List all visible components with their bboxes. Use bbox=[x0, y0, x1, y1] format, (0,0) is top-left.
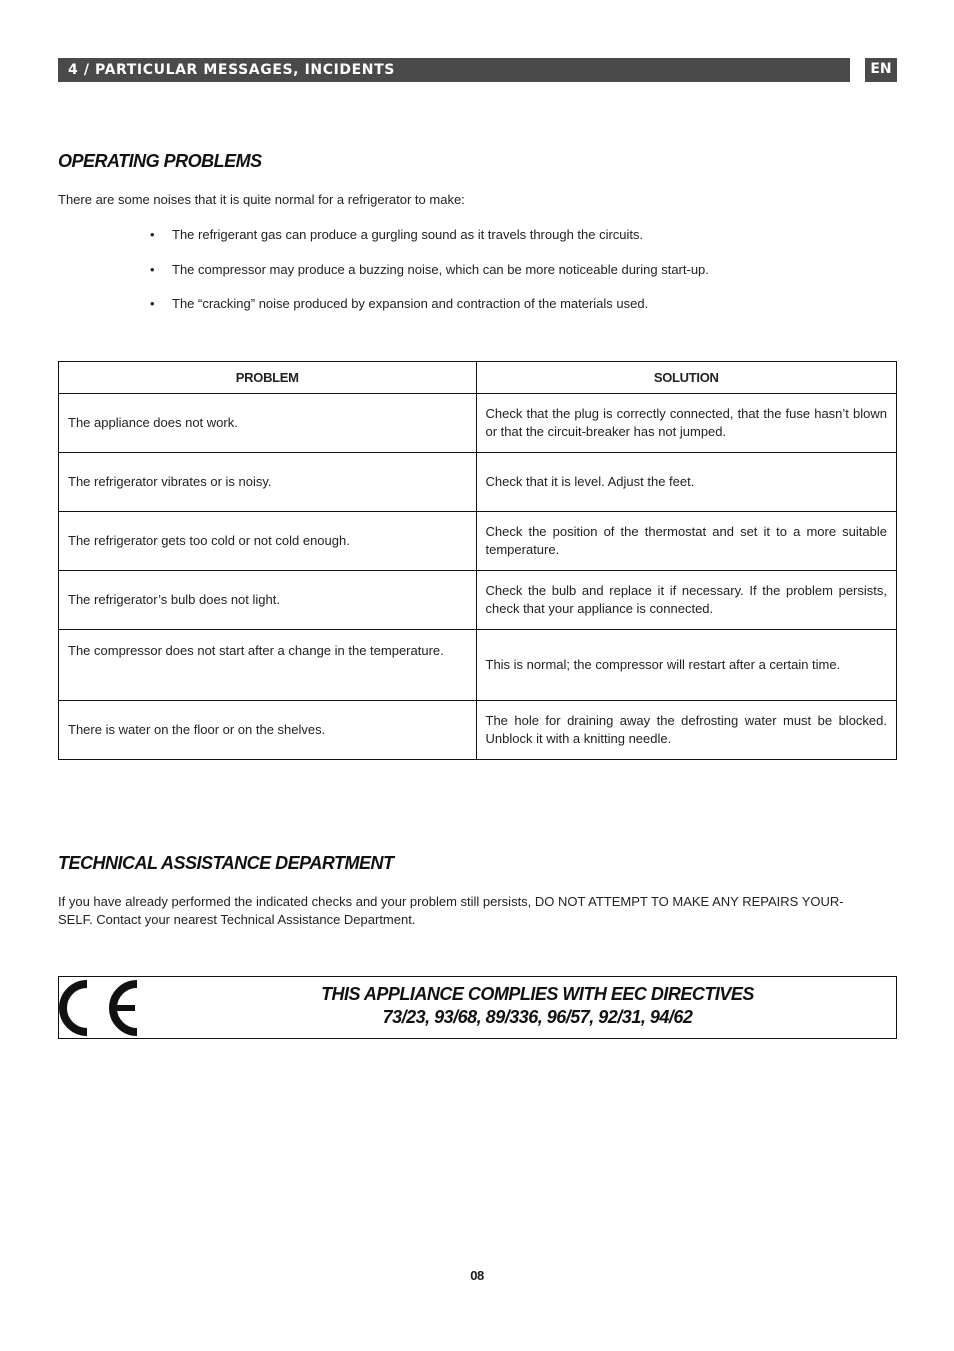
bullet-icon: • bbox=[150, 227, 155, 242]
problem-cell: There is water on the floor or on the shelves. bbox=[59, 701, 477, 760]
problem-cell: The appliance does not work. bbox=[59, 394, 477, 453]
assistance-text-line: If you have already performed the indicated checks and your problem still persists, DO NOT ATTEMPT TO MAKE ANY REPAIRS YOUR- bbox=[58, 894, 844, 909]
assistance-text-line: SELF. Contact your nearest Technical Assistance Department. bbox=[58, 912, 416, 927]
problem-cell: The refrigerator’s bulb does not light. bbox=[59, 571, 477, 630]
solution-cell: This is normal; the compressor will restart after a certain time. bbox=[476, 630, 897, 701]
table-header-row bbox=[59, 362, 897, 394]
problem-cell: The refrigerator gets too cold or not cold enough. bbox=[59, 512, 477, 571]
compliance-line-1: THIS APPLIANCE COMPLIES WITH EEC DIRECTIVES bbox=[321, 984, 754, 1004]
operating-intro: There are some noises that it is quite normal for a refrigerator to make: bbox=[58, 192, 465, 207]
page-number: 08 bbox=[470, 1268, 484, 1283]
ce-mark-icon bbox=[59, 980, 143, 1036]
list-item-text: The refrigerant gas can produce a gurgling sound as it travels through the circuits. bbox=[172, 227, 644, 242]
language-badge: EN bbox=[865, 58, 897, 82]
operating-problems-title: OPERATING PROBLEMS bbox=[58, 151, 262, 171]
list-item bbox=[150, 261, 709, 296]
solution-cell: Check the position of the thermostat and set it to a more suitable temperature. bbox=[476, 512, 897, 571]
solution-cell: Check that the plug is correctly connected, that the fuse hasn’t blown or that the circuit-breaker has not jumped. bbox=[476, 394, 897, 453]
bullet-icon: • bbox=[150, 261, 155, 277]
list-item bbox=[150, 295, 709, 330]
compliance-text bbox=[179, 983, 896, 1029]
table-row bbox=[59, 630, 897, 701]
table-row bbox=[59, 512, 897, 571]
list-item-text: The “cracking” noise produced by expansion and contraction of the materials used. bbox=[172, 296, 649, 311]
section-header: 4 / PARTICULAR MESSAGES, INCIDENTS bbox=[58, 58, 850, 82]
bullet-icon: • bbox=[150, 296, 155, 311]
solution-column-header: SOLUTION bbox=[476, 362, 897, 394]
problem-column-header: PROBLEM bbox=[59, 362, 477, 394]
solution-cell: Check that it is level. Adjust the feet. bbox=[476, 453, 897, 512]
table-row bbox=[59, 453, 897, 512]
solution-cell: Check the bulb and replace it if necessary. If the problem persists, check that your appliance is connected. bbox=[476, 571, 897, 630]
problem-solution-table bbox=[58, 361, 897, 760]
table-row bbox=[59, 701, 897, 760]
problem-cell: The compressor does not start after a change in the temperature. bbox=[59, 630, 477, 701]
technical-assistance-title: TECHNICAL ASSISTANCE DEPARTMENT bbox=[58, 853, 394, 873]
compliance-line-2: 73/23, 93/68, 89/336, 96/57, 92/31, 94/62 bbox=[382, 1007, 693, 1027]
list-item-text: The compressor may produce a buzzing noise, which can be more noticeable during start-up. bbox=[172, 261, 709, 277]
noise-list bbox=[150, 226, 709, 330]
technical-assistance-text bbox=[58, 893, 844, 929]
solution-cell: The hole for draining away the defrosting water must be blocked. Unblock it with a knitting needle. bbox=[476, 701, 897, 760]
table-row bbox=[59, 571, 897, 630]
list-item bbox=[150, 226, 709, 261]
compliance-box bbox=[58, 976, 897, 1039]
table-row bbox=[59, 394, 897, 453]
problem-cell: The refrigerator vibrates or is noisy. bbox=[59, 453, 477, 512]
